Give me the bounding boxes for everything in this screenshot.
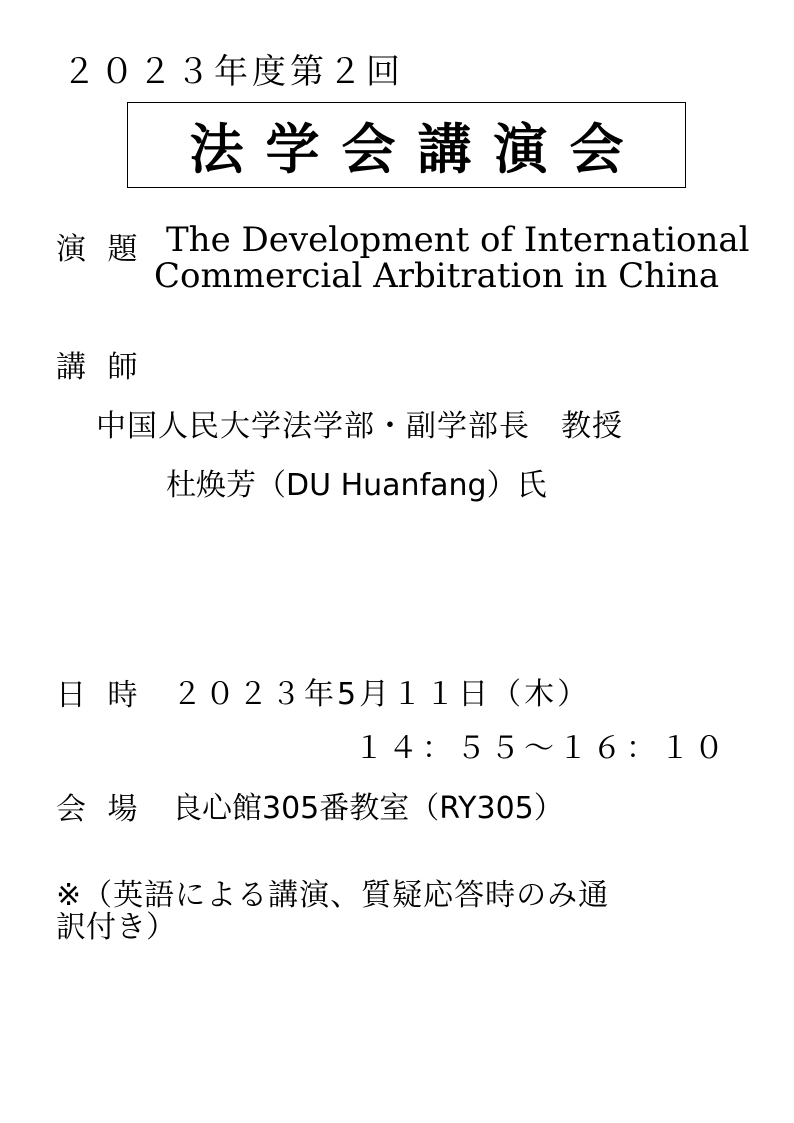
topic-line-2: Commercial Arbitration in China <box>154 256 720 296</box>
lecturer-label: 講 師 <box>56 350 144 385</box>
event-time: １４：５５～１６：１０ <box>354 731 728 766</box>
venue-place: 良心館305番教室（RY305） <box>172 791 564 826</box>
lecturer-affiliation: 中国人民大学法学部・副学部長 教授 <box>96 409 623 444</box>
lecturer-name: 杜焕芳（DU Huanfang）氏 <box>166 468 547 503</box>
topic-label: 演 題 <box>56 232 144 267</box>
datetime-label: 日 時 <box>56 678 144 713</box>
title-box <box>127 102 686 188</box>
event-number: ２０２３年度第２回 <box>62 52 404 92</box>
event-date: ２０２３年5月１１日（木） <box>172 677 591 712</box>
page-title: 法学会講演会 <box>189 116 646 181</box>
venue-label: 会 場 <box>56 792 144 827</box>
interpretation-note-line-2: 訳付き） <box>56 910 176 945</box>
interpretation-note-line-1: ※（英語による講演、質疑応答時のみ通 <box>56 878 610 913</box>
topic-line-1: The Development of International <box>166 220 750 260</box>
